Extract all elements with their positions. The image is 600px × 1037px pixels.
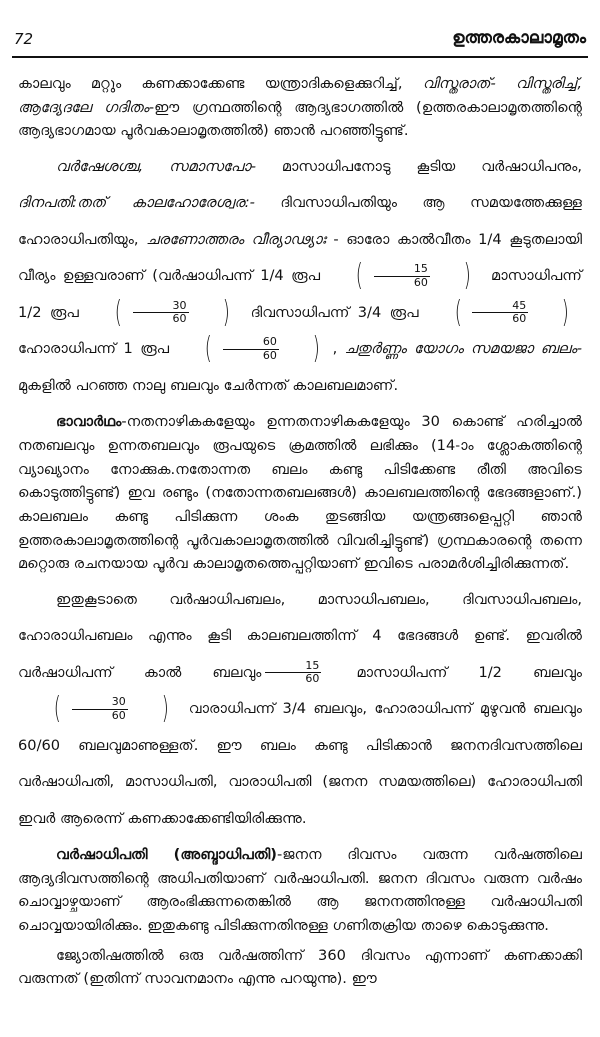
fraction-numerator: 15 bbox=[374, 263, 430, 277]
fraction-denominator: 60 bbox=[172, 312, 187, 326]
fraction-60-60: ( $\frac{60}{60}$ ) bbox=[204, 331, 320, 367]
p2-text-7: , bbox=[332, 340, 345, 358]
page-header bbox=[12, 26, 588, 58]
fraction-numerator: 30 bbox=[133, 300, 189, 314]
p3-text-1: -നതനാഴികകളേയും ഉന്നതനാഴികകളേയും 30 കൊണ്ട് ഹരിച്ചാൽ നതബലവും ഉന്നതബലവും രൂപയുടെ ക്രമത്തിൽ ലഭിക്കും (14-ാം ശ്ലോകത്തിന്റെ വ്യാഖ്യാനം നോക്കുക.നതോന്നത ബലം കണ്ടു പിടിക്കേണ്ട രീതി അവിടെ കൊടുത്തിട്ടുണ്ട്) ഇവ രണ്ടും (നതോന്നതബലങ്ങൾ) കാലബലത്തിന്റെ ഭേദങ്ങളാണ്.) കാലബലം കണ്ടു പിടിക്കുന്ന ശംക തുടങ്ങിയ യന്ത്രങ്ങളെപ്പറ്റി ഞാൻ ഉത്തരകാലാമൃതത്തിന്റെ പൂർവകാലാമൃതത്തിൽ വിവരിച്ചിട്ടുണ്ട്) ഗ്രന്ഥകാരന്റെ തന്നെ മറ്റൊരു രചനയായ പൂർവ കാലാമൃതത്തെപ്പറ്റിയാണ് ഇവിടെ പരാമർശിച്ചിരിക്കുന്നത്. bbox=[18, 413, 582, 573]
page-number: 72 bbox=[14, 30, 34, 48]
p5-bold-heading: വർഷാധിപതി (അബ്ദാധിപതി) bbox=[56, 846, 277, 864]
p1-text-2: -ഈ ഗ്രന്ഥത്തിന്റെ ആദ്യഭാഗത്തിൽ (ഉത്തരകാലാമൃതത്തിന്റെ ആദ്യഭാഗമായ പൂർവകാലാമൃതത്തിൽ) ഞാൻ പറഞ്ഞിട്ടുണ്ട്. bbox=[18, 98, 582, 140]
fraction-30-60-paren: ( $\frac{30}{60}$ ) bbox=[53, 691, 169, 727]
p2-text-6: ഹോരാധിപന്ന് 1 രൂപ bbox=[18, 340, 170, 358]
p1-text-1: കാലവും മറ്റും കണക്കാക്കേണ്ട യന്ത്രാദികളെക്കുറിച്ച്, bbox=[18, 75, 423, 92]
p1-italic-1: വിസ്തരാത്- വിസ്തരിച്ച്, ആദ്യേദലേ ഗദിതം bbox=[18, 75, 582, 116]
fraction-15-60-plain bbox=[264, 660, 322, 686]
fraction-45-60: ( $\frac{45}{60}$ ) bbox=[454, 294, 570, 330]
p2-text-4: മാസാധിപന്ന് 1/2 രൂപ bbox=[18, 267, 582, 321]
paragraph-3 bbox=[18, 410, 582, 575]
p3-bold-heading: ഭാവാർഥം bbox=[56, 413, 122, 431]
p2-text-8: മുകളിൽ പറഞ്ഞ നാലു ബലവും ചേർന്നത് കാലബലമാണ്. bbox=[18, 376, 399, 394]
fraction-numerator: 30 bbox=[72, 696, 128, 710]
fraction-30-60: ( $\frac{30}{60}$ ) bbox=[114, 294, 230, 330]
p2-italic-3: ചരണോത്തരം വീര്യാഢ്യാഃ bbox=[146, 230, 326, 248]
p4-text-1: ഇതുകൂടാതെ വർഷാധിപബലം, മാസാധിപബലം, ദിവസാധിപബലം, ഹോരാധിപബലം എന്നും കൂടി കാലബലത്തിന്ന് 4 ഭേദങ്ങൾ ഉണ്ട്. ഇവരിൽ വർഷാധിപന്ന് കാൽ ബലവും bbox=[18, 590, 582, 681]
running-title: ഉത്തരകാലാമൃതം bbox=[452, 28, 586, 48]
paragraph-5 bbox=[18, 843, 582, 938]
paragraph-4 bbox=[18, 582, 582, 837]
fraction-denominator: 60 bbox=[262, 348, 277, 362]
p2-italic-2: ദിനപതി:തത് കാലഹോരേശ്വര:- bbox=[18, 194, 255, 212]
p2-text-5: ദിവസാധിപന്ന് 3/4 രൂപ bbox=[242, 303, 419, 321]
p4-text-3: വാരാധിപന്ന് 3/4 ബലവും, ഹോരാധിപന്ന് മുഴുവൻ ബലവും 60/60 ബലവുമാണുള്ളത്. ഈ ബലം കണ്ടു പിടിക്കാൻ ജനനദിവസത്തിലെ വർഷാധിപതി, മാസാധിപതി, വാരാധിപതി (ജനന സമയത്തിലെ) ഹോരാധിപതി ഇവർ ആരെന്ന് കണക്കാക്കേണ്ടിയിരിക്കുന്നു. bbox=[18, 700, 582, 827]
fraction-15-60: ( $\frac{15}{60}$ ) bbox=[355, 258, 471, 294]
p2-italic-4: ചതുർണ്ണം യോഗം സമയജാ ബലം- bbox=[344, 340, 583, 358]
fraction-denominator: 60 bbox=[512, 312, 527, 326]
p2-text-1: മാസാധിപനോടു കൂടിയ വർഷാധിപനും, bbox=[255, 157, 582, 175]
p6-text-1: ജ്യോതിഷത്തിൽ ഒരു വർഷത്തിന്ന് 360 ദിവസം എന്നാണ് കണക്കാക്കി വരുന്നത് (ഇതിന്ന് സാവനമാനം എന്നു പറയുന്നു). ഈ bbox=[18, 946, 582, 988]
p2-text-3: - ഓരോ കാൽവീതം 1/4 കൂടുതലായി വീര്യം ഉള്ളവരാണ് (വർഷാധിപന്ന് 1/4 രൂപ bbox=[18, 230, 583, 285]
paragraph-6 bbox=[18, 944, 582, 991]
p2-italic-1: വർഷേശശ്ച, സമാസപോ- bbox=[56, 157, 256, 175]
body-text bbox=[18, 72, 582, 997]
p4-text-2: മാസാധിപന്ന് 1/2 ബലവും bbox=[325, 663, 582, 681]
fraction-numerator: 15 bbox=[265, 660, 321, 674]
paragraph-2 bbox=[18, 149, 582, 404]
fraction-numerator: 45 bbox=[472, 300, 528, 314]
fraction-denominator: 60 bbox=[413, 275, 428, 289]
fraction-denominator: 60 bbox=[111, 708, 126, 722]
fraction-denominator: 60 bbox=[305, 672, 320, 686]
p5-text-1: -ജനന ദിവസം വരുന്ന വർഷത്തിലെ ആദ്യദിവസത്തിന്റെ അധിപതിയാണ് വർഷാധിപതി. ജനന ദിവസം വരുന്ന വർഷം ചൊവ്വാഴ്ചയാണ് ആരംഭിക്കുന്നതെങ്കിൽ ആ ജനനത്തിനുള്ള വർഷാധിപതി ചൊവ്വയായിരിക്കും. ഇതുകണ്ടു പിടിക്കുന്നതിനുള്ള ഗണിതക്രിയ താഴെ കൊടുക്കുന്നു. bbox=[18, 846, 582, 935]
fraction-numerator: 60 bbox=[223, 336, 279, 350]
paragraph-1 bbox=[18, 72, 582, 143]
p2-text-2: ദിവസാധിപതിയും ആ സമയത്തേക്കുള്ള ഹോരാധിപതിയും, bbox=[18, 194, 582, 248]
